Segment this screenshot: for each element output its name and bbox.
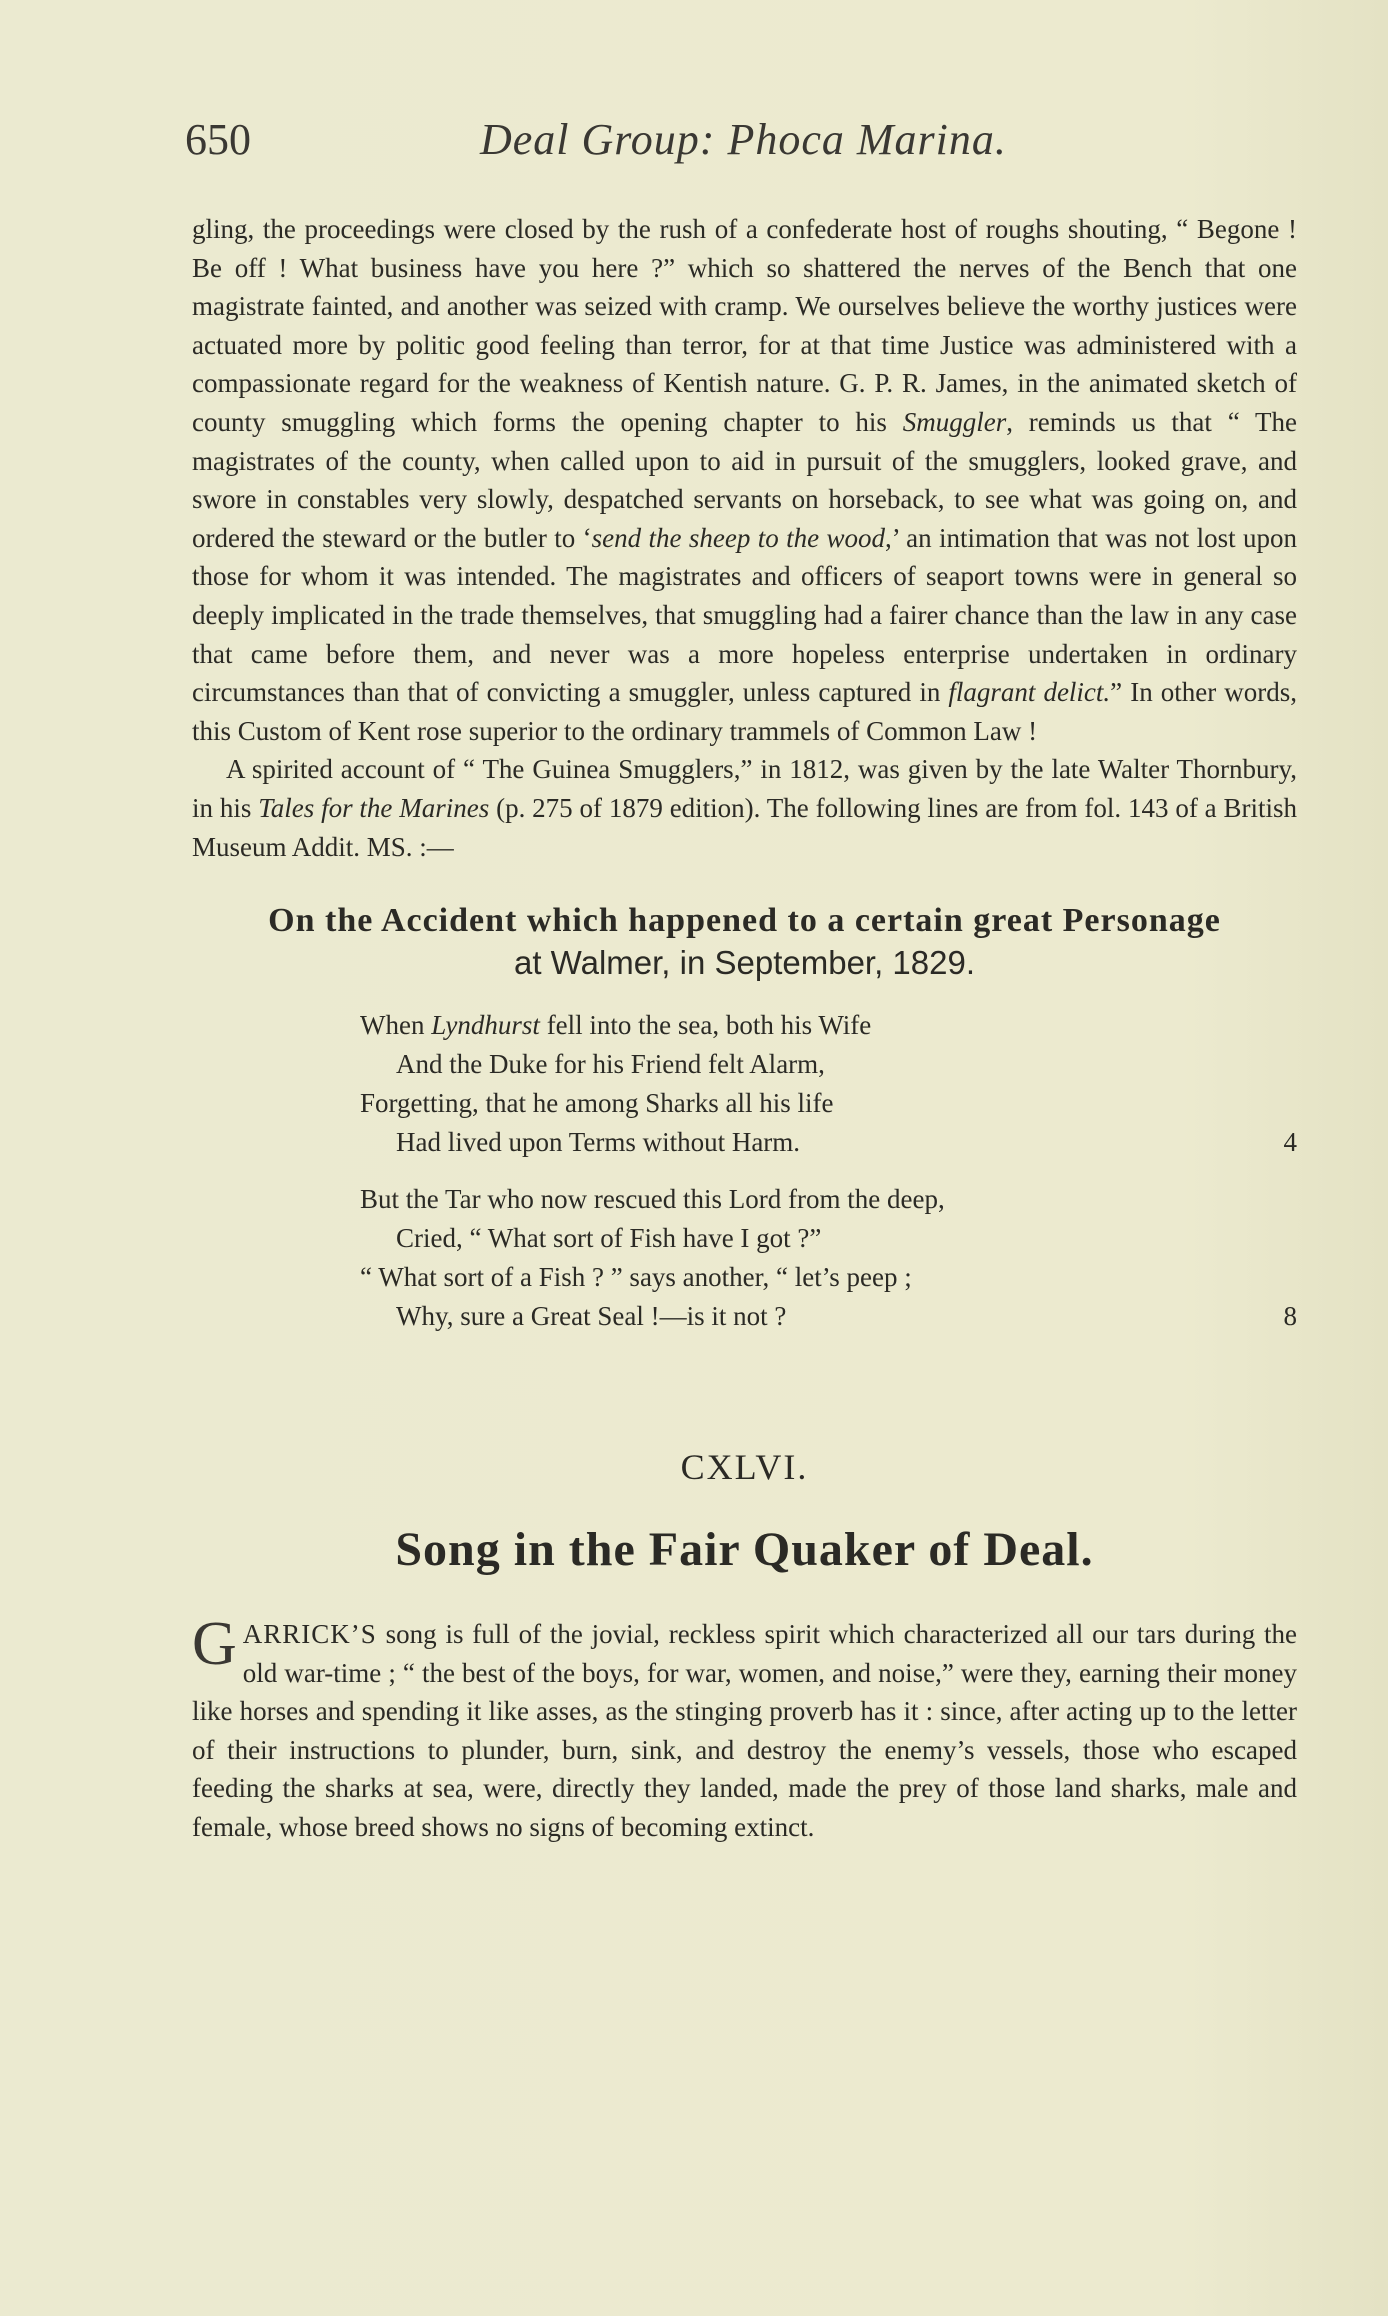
text-run: fell into the sea, both his Wife (539, 1010, 872, 1041)
page-body (192, 210, 1297, 1874)
text-run: ” In other words, this Custom of Kent rose superior to the ordinary trammels of Common Law ! (192, 677, 1298, 746)
stanza-1 (360, 1006, 1297, 1162)
paragraph-garrick (192, 1610, 1297, 1847)
chapter-number: CXLVI. (680, 1447, 809, 1488)
first-word: ARRICK’S (242, 1619, 377, 1650)
verse-line (360, 1006, 1297, 1045)
line-number: 8 (1283, 1301, 1297, 1332)
line-number: 4 (1283, 1127, 1297, 1158)
paragraph-smuggling (192, 210, 1297, 750)
italic-name: Lyndhurst (431, 1010, 540, 1041)
text-run: gling, the proceedings were closed by the rush of a confederate host of roughs shouting, “ Begone ! Be off ! What business have you here ?” which so shattered the nerves of the Bench that one magistrate fainted, and another was seized with cramp. We ourselves believe the worthy justices were actuated more by politic good feeling than terror, for at that time Justice was administered with a compassionate regard for the weakness of Kentish nature. G. P. R. James, in the animated sketch of county smuggling which forms the opening chapter to his (192, 214, 1297, 437)
text-run: A spirited account of “ The Guinea Smugglers,” in 1812, was given by the late Walter Thornbury, in his (192, 754, 1297, 823)
poem-title-line-2: at Walmer, in September, 1829. (513, 944, 976, 982)
text-run: Had lived upon Terms without Harm. (396, 1127, 801, 1158)
stanza-2 (360, 1180, 1297, 1336)
text-run: , reminds us that “ The magistrates of the county, when called upon to aid in pursuit of the smugglers, looked grave, and swore in constables very slowly, despatched servants on horseback, to see what was going on, and ordered the steward or the butler to ‘ (192, 406, 1298, 553)
text-run: ,’ an intimation that was not lost upon those for whom it was intended. The magistrates and officers of seaport towns were in general so deeply implicated in the trade themselves, that smuggling had a fairer chance than the law in any case that came before them, and never was a more hopeless enterprise undertaken in ordinary circumstances than that of convicting a smuggler, unless captured in (192, 522, 1297, 708)
running-title: Deal Group: Phoca Marina. (480, 115, 1007, 164)
italic-quote: send the sheep to the wood (591, 522, 886, 553)
text-run: Why, sure a Great Seal !—is it not ? (396, 1301, 787, 1332)
book-title-smuggler: Smuggler (902, 406, 1007, 437)
verse-line: Forgetting, that he among Sharks all his life (360, 1088, 834, 1119)
verse-line: “ What sort of a Fish ? ” says another, “ let’s peep ; (360, 1262, 912, 1293)
verse-line (360, 1123, 1297, 1162)
chapter-title: Song in the Fair Quaker of Deal. (395, 1523, 1094, 1577)
book-title-tales: Tales for the Marines (258, 792, 490, 823)
verse-line: Cried, “ What sort of Fish have I got ?” (396, 1223, 822, 1254)
text-run: song is full of the jovial, reckless spirit which characterized all our tars during the old war-time ; “ the best of the boys, for war, women, and noise,” were they, earning their money like horses and spending it like asses, as the stinging proverb has it : since, after acting up to the letter of their instructions to plunder, burn, sink, and destroy the enemy’s vessels, those who escaped feeding the sharks at sea, were, directly they landed, made the prey of those land sharks, male and female, whose breed shows no signs of becoming extinct. (192, 1619, 1297, 1843)
drop-cap: G (192, 1610, 237, 1679)
poem-title-line-1: On the Accident which happened to a certain great Personage (268, 902, 1221, 940)
page-header (0, 110, 1388, 170)
text-run: (p. 275 of 1879 edition). The following lines are from fol. 143 of a British Museum Addit. MS. :— (192, 792, 1297, 862)
text-run: When (360, 1010, 432, 1041)
paragraph-guinea-smugglers (192, 750, 1297, 866)
verse-line (360, 1297, 1297, 1336)
page-number: 650 (185, 115, 251, 164)
italic-phrase: flagrant delict. (948, 677, 1111, 708)
verse-line: But the Tar who now rescued this Lord from the deep, (360, 1184, 945, 1215)
poem-title (192, 900, 1297, 984)
verse-line: And the Duke for his Friend felt Alarm, (396, 1049, 825, 1080)
